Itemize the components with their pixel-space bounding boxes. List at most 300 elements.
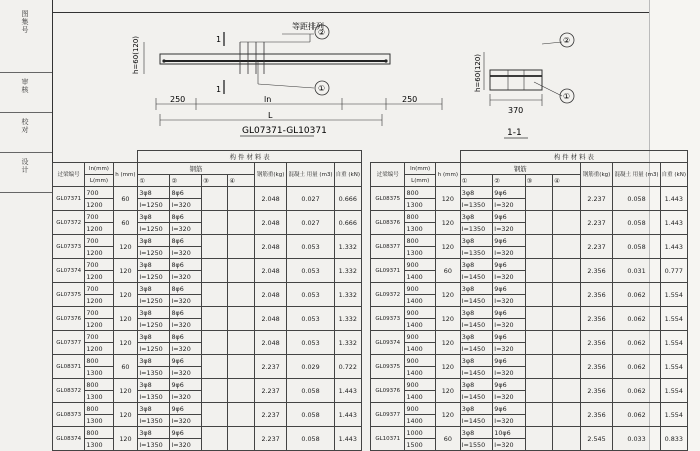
cell-h: 120 xyxy=(113,307,138,331)
section-width-label: 370 xyxy=(508,106,524,115)
rebar-marker-1: ① xyxy=(318,84,326,93)
cell-ln: 800 xyxy=(85,355,113,367)
cell-rebar3 xyxy=(202,427,228,451)
table-group-header: 构 件 材 料 表 xyxy=(138,151,362,163)
cell-ln: 800 xyxy=(405,235,435,247)
sidebar-cell xyxy=(0,0,52,73)
cell-rebar1-length: l=1450 xyxy=(460,415,493,427)
section-mark-bottom: 1 xyxy=(216,85,222,94)
cell-h: 120 xyxy=(113,403,138,427)
cell-rebar1-count: 3φ8 xyxy=(460,187,493,199)
cell-rebar2-count: 8φ6 xyxy=(170,259,202,271)
cell-ln: 800 xyxy=(405,211,435,223)
cell-rebar2-count: 9φ6 xyxy=(170,379,202,391)
table-row xyxy=(371,427,688,439)
table-row xyxy=(53,355,362,367)
cell-rebar4 xyxy=(553,259,581,283)
cell-ln: 800 xyxy=(405,187,435,199)
cell-L: 1200 xyxy=(85,271,113,283)
cell-rebar1-count: 3φ8 xyxy=(138,307,170,319)
table-row xyxy=(371,187,688,199)
cell-self-weight: 1.554 xyxy=(660,403,687,427)
cell-L: 1300 xyxy=(405,199,435,211)
cell-self-weight: 1.332 xyxy=(334,259,361,283)
cell-h: 60 xyxy=(113,355,138,379)
cell-self-weight: 0.833 xyxy=(660,427,687,451)
cell-code: GL07376 xyxy=(53,307,85,331)
col-header-ln: ln(mm) xyxy=(85,163,113,175)
cell-self-weight: 1.443 xyxy=(660,235,687,259)
cell-weight: 2.048 xyxy=(254,211,287,235)
cell-rebar4 xyxy=(553,235,581,259)
cell-concrete: 0.027 xyxy=(287,187,334,211)
cell-rebar4 xyxy=(228,331,254,355)
cell-rebar4 xyxy=(553,187,581,211)
section-title: 1-1 xyxy=(507,128,522,138)
cell-rebar3 xyxy=(525,259,553,283)
cell-rebar1-length: l=1450 xyxy=(460,343,493,355)
cell-rebar2-length: l=320 xyxy=(170,391,202,403)
cell-self-weight: 1.443 xyxy=(660,211,687,235)
cell-rebar2-count: 9φ6 xyxy=(170,427,202,439)
cell-rebar2-length: l=320 xyxy=(493,247,525,259)
table-group-header: 构 件 材 料 表 xyxy=(460,151,687,163)
cell-weight: 2.048 xyxy=(254,283,287,307)
cell-concrete: 0.062 xyxy=(613,307,660,331)
cell-self-weight: 1.554 xyxy=(660,283,687,307)
col-header-r4: ④ xyxy=(553,175,581,187)
cell-weight: 2.048 xyxy=(254,235,287,259)
cell-rebar2-length: l=320 xyxy=(170,367,202,379)
col-header-code: 过梁编号 xyxy=(53,163,85,187)
cell-ln: 1000 xyxy=(405,427,435,439)
cell-rebar2-length: l=320 xyxy=(493,223,525,235)
cell-code: GL08373 xyxy=(53,403,85,427)
cell-rebar1-count: 3φ8 xyxy=(138,283,170,295)
cell-self-weight: 1.332 xyxy=(334,307,361,331)
cell-rebar3 xyxy=(525,427,553,451)
cell-rebar1-length: l=1250 xyxy=(138,343,170,355)
cell-rebar3 xyxy=(202,187,228,211)
cell-concrete: 0.058 xyxy=(613,235,660,259)
table-row xyxy=(371,307,688,319)
cell-concrete: 0.053 xyxy=(287,259,334,283)
cell-L: 1200 xyxy=(85,247,113,259)
table-row xyxy=(371,283,688,295)
table-row xyxy=(371,211,688,223)
cell-ln: 700 xyxy=(85,307,113,319)
cell-code: GL07375 xyxy=(53,283,85,307)
cell-rebar1-length: l=1550 xyxy=(460,439,493,451)
cell-h: 120 xyxy=(435,187,460,211)
cell-L: 1200 xyxy=(85,343,113,355)
table-row xyxy=(371,379,688,391)
cell-rebar4 xyxy=(553,211,581,235)
cell-rebar2-length: l=320 xyxy=(493,295,525,307)
cell-ln: 900 xyxy=(405,307,435,319)
cell-rebar1-count: 3φ8 xyxy=(138,331,170,343)
cell-h: 120 xyxy=(113,235,138,259)
cell-rebar1-length: l=1450 xyxy=(460,367,493,379)
cell-L: 1200 xyxy=(85,295,113,307)
cell-rebar2-length: l=320 xyxy=(170,319,202,331)
cell-rebar2-length: l=320 xyxy=(493,343,525,355)
cell-weight: 2.237 xyxy=(254,379,287,403)
cell-rebar3 xyxy=(525,283,553,307)
table-row xyxy=(53,403,362,415)
cell-concrete: 0.062 xyxy=(613,331,660,355)
cell-rebar2-count: 9φ6 xyxy=(493,211,525,223)
table-row xyxy=(53,235,362,247)
cell-rebar1-count: 3φ8 xyxy=(138,235,170,247)
cell-ln: 900 xyxy=(405,331,435,343)
cell-concrete: 0.033 xyxy=(613,427,660,451)
cell-concrete: 0.062 xyxy=(613,283,660,307)
cell-rebar3 xyxy=(525,187,553,211)
cell-L: 1300 xyxy=(405,223,435,235)
cell-rebar2-count: 9φ6 xyxy=(493,283,525,295)
cell-ln: 700 xyxy=(85,235,113,247)
cell-rebar1-length: l=1250 xyxy=(138,319,170,331)
cell-self-weight: 0.666 xyxy=(334,187,361,211)
cell-concrete: 0.062 xyxy=(613,403,660,427)
col-header-rebar: 钢筋 xyxy=(460,163,580,175)
sidebar-cell xyxy=(0,72,52,113)
cell-ln: 900 xyxy=(405,355,435,367)
cell-rebar4 xyxy=(553,331,581,355)
cell-L: 1300 xyxy=(85,415,113,427)
cell-self-weight: 1.443 xyxy=(334,403,361,427)
cell-ln: 700 xyxy=(85,259,113,271)
table-row xyxy=(371,331,688,343)
cell-rebar3 xyxy=(202,355,228,379)
cell-weight: 2.356 xyxy=(580,307,613,331)
cell-rebar4 xyxy=(228,211,254,235)
cell-rebar1-count: 3φ8 xyxy=(460,211,493,223)
table-row xyxy=(371,259,688,271)
cell-rebar1-count: 3φ8 xyxy=(460,307,493,319)
cell-rebar2-length: l=320 xyxy=(493,367,525,379)
cell-rebar4 xyxy=(553,379,581,403)
cell-rebar3 xyxy=(202,403,228,427)
dim-clear-span: ln xyxy=(264,95,272,104)
cell-h: 120 xyxy=(435,403,460,427)
cell-ln: 800 xyxy=(85,403,113,415)
cell-code: GL09371 xyxy=(371,259,405,283)
cell-concrete: 0.058 xyxy=(613,211,660,235)
col-header-h: h (mm) xyxy=(113,163,138,187)
cell-rebar4 xyxy=(228,427,254,451)
table-row xyxy=(371,235,688,247)
col-header-r1: ① xyxy=(138,175,170,187)
cell-weight: 2.048 xyxy=(254,307,287,331)
cell-rebar4 xyxy=(553,283,581,307)
sidebar-label: 图集号 xyxy=(21,10,29,34)
cell-rebar2-length: l=320 xyxy=(493,199,525,211)
cell-ln: 700 xyxy=(85,211,113,223)
cell-code: GL09372 xyxy=(371,283,405,307)
cell-code: GL08372 xyxy=(53,379,85,403)
cell-rebar1-length: l=1450 xyxy=(460,271,493,283)
cell-rebar2-length: l=320 xyxy=(170,343,202,355)
cell-rebar1-count: 3φ8 xyxy=(460,427,493,439)
cell-code: GL07372 xyxy=(53,211,85,235)
rebar-marker-2: ② xyxy=(318,28,326,37)
cell-self-weight: 1.443 xyxy=(334,427,361,451)
cell-weight: 2.237 xyxy=(254,355,287,379)
col-header-rebar: 钢筋 xyxy=(138,163,254,175)
col-header-self-weight: 自重 (kN) xyxy=(660,163,687,187)
cell-concrete: 0.053 xyxy=(287,283,334,307)
cell-rebar1-count: 3φ8 xyxy=(460,355,493,367)
cell-rebar1-length: l=1350 xyxy=(460,223,493,235)
cell-code: GL09377 xyxy=(371,403,405,427)
cell-rebar3 xyxy=(202,283,228,307)
cell-self-weight: 0.777 xyxy=(660,259,687,283)
cell-code: GL09376 xyxy=(371,379,405,403)
cell-rebar1-count: 3φ8 xyxy=(138,259,170,271)
cell-rebar2-length: l=320 xyxy=(493,271,525,283)
cell-rebar1-count: 3φ8 xyxy=(138,403,170,415)
cell-ln: 900 xyxy=(405,403,435,415)
cell-rebar4 xyxy=(228,403,254,427)
cell-weight: 2.356 xyxy=(580,379,613,403)
cell-rebar4 xyxy=(553,427,581,451)
section-marker-1: ① xyxy=(563,92,571,101)
cell-ln: 900 xyxy=(405,283,435,295)
cell-L: 1200 xyxy=(85,199,113,211)
cell-L: 1300 xyxy=(85,391,113,403)
cell-ln: 700 xyxy=(85,187,113,199)
cell-L: 1400 xyxy=(405,391,435,403)
cell-code: GL08374 xyxy=(53,427,85,451)
cell-rebar4 xyxy=(228,379,254,403)
cell-ln: 800 xyxy=(85,379,113,391)
material-table-right xyxy=(370,150,688,451)
cell-L: 1200 xyxy=(85,223,113,235)
cell-rebar1-length: l=1350 xyxy=(138,367,170,379)
cell-code: GL07377 xyxy=(53,331,85,355)
cell-L: 1300 xyxy=(405,247,435,259)
cell-code: GL07373 xyxy=(53,235,85,259)
cell-concrete: 0.058 xyxy=(287,427,334,451)
cell-h: 120 xyxy=(113,283,138,307)
cell-code: GL09373 xyxy=(371,307,405,331)
cell-rebar4 xyxy=(228,283,254,307)
cell-self-weight: 1.332 xyxy=(334,283,361,307)
table-row xyxy=(53,331,362,343)
cell-self-weight: 1.443 xyxy=(334,379,361,403)
cell-ln: 800 xyxy=(85,427,113,439)
table-row xyxy=(53,283,362,295)
cell-weight: 2.545 xyxy=(580,427,613,451)
cell-rebar2-length: l=320 xyxy=(493,391,525,403)
dim-total: L xyxy=(268,111,273,120)
beam-drawing xyxy=(52,12,650,150)
cell-L: 1400 xyxy=(405,319,435,331)
cell-self-weight: 1.332 xyxy=(334,235,361,259)
cell-rebar1-count: 3φ8 xyxy=(138,379,170,391)
cell-code: GL09374 xyxy=(371,331,405,355)
cell-rebar2-count: 9φ6 xyxy=(493,403,525,415)
cell-rebar1-count: 3φ8 xyxy=(460,235,493,247)
dim-right: 250 xyxy=(402,95,418,104)
cell-rebar1-length: l=1250 xyxy=(138,247,170,259)
beam-elevation xyxy=(144,25,442,136)
table-row xyxy=(53,259,362,271)
cell-h: 120 xyxy=(113,379,138,403)
cell-L: 1400 xyxy=(405,367,435,379)
cell-self-weight: 0.666 xyxy=(334,211,361,235)
cell-rebar2-count: 10φ6 xyxy=(493,427,525,439)
cell-rebar2-length: l=320 xyxy=(170,223,202,235)
cell-rebar2-count: 9φ6 xyxy=(493,307,525,319)
cell-weight: 2.048 xyxy=(254,331,287,355)
cell-rebar1-count: 3φ8 xyxy=(138,355,170,367)
cell-rebar3 xyxy=(202,235,228,259)
col-header-h: h (mm) xyxy=(435,163,460,187)
cell-weight: 2.356 xyxy=(580,283,613,307)
table-row xyxy=(53,187,362,199)
cell-rebar3 xyxy=(202,211,228,235)
col-header-weight: 钢筋重(kg) xyxy=(580,163,613,187)
col-header-concrete: 混凝土 用量 (m3) xyxy=(613,163,660,187)
cell-h: 120 xyxy=(435,355,460,379)
cell-weight: 2.048 xyxy=(254,187,287,211)
cell-rebar3 xyxy=(525,235,553,259)
sidebar-cell xyxy=(0,112,52,153)
cell-rebar2-count: 9φ6 xyxy=(493,259,525,271)
cell-concrete: 0.031 xyxy=(613,259,660,283)
cell-code: GL07374 xyxy=(53,259,85,283)
cell-rebar1-length: l=1350 xyxy=(138,415,170,427)
cell-self-weight: 1.554 xyxy=(660,331,687,355)
cell-rebar1-count: 3φ8 xyxy=(460,403,493,415)
cell-self-weight: 1.554 xyxy=(660,379,687,403)
cell-rebar2-count: 8φ6 xyxy=(170,211,202,223)
table-row xyxy=(371,403,688,415)
cell-rebar3 xyxy=(202,259,228,283)
cell-L: 1300 xyxy=(85,439,113,451)
cell-self-weight: 1.443 xyxy=(660,187,687,211)
section-marker-2: ② xyxy=(563,36,571,45)
cell-L: 1500 xyxy=(405,439,435,451)
cell-rebar2-count: 8φ6 xyxy=(170,331,202,343)
cell-rebar2-length: l=320 xyxy=(170,415,202,427)
cell-rebar2-length: l=320 xyxy=(493,415,525,427)
cell-concrete: 0.053 xyxy=(287,235,334,259)
sidebar-label: 校对 xyxy=(21,118,29,134)
cell-self-weight: 0.722 xyxy=(334,355,361,379)
cell-rebar2-count: 9φ6 xyxy=(493,331,525,343)
cell-rebar4 xyxy=(553,355,581,379)
cell-rebar2-count: 9φ6 xyxy=(170,355,202,367)
cell-weight: 2.237 xyxy=(580,211,613,235)
cell-concrete: 0.062 xyxy=(613,379,660,403)
cell-h: 120 xyxy=(435,235,460,259)
cell-rebar3 xyxy=(525,403,553,427)
cell-rebar2-count: 9φ6 xyxy=(493,187,525,199)
cell-ln: 700 xyxy=(85,283,113,295)
cell-rebar1-length: l=1250 xyxy=(138,223,170,235)
cell-h: 120 xyxy=(113,427,138,451)
cell-weight: 2.356 xyxy=(580,355,613,379)
col-header-L: L(mm) xyxy=(405,175,435,187)
cell-L: 1400 xyxy=(405,343,435,355)
cell-rebar3 xyxy=(525,211,553,235)
col-header-weight: 钢筋重(kg) xyxy=(254,163,287,187)
cell-concrete: 0.058 xyxy=(287,379,334,403)
col-header-r2: ② xyxy=(170,175,202,187)
cell-rebar2-count: 8φ6 xyxy=(170,235,202,247)
cell-h: 120 xyxy=(113,331,138,355)
cell-rebar2-length: l=320 xyxy=(170,295,202,307)
cell-rebar2-length: l=320 xyxy=(170,199,202,211)
cell-rebar3 xyxy=(525,355,553,379)
title-block-strip xyxy=(0,0,53,451)
cell-rebar3 xyxy=(202,307,228,331)
cell-ln: 900 xyxy=(405,259,435,271)
col-header-L: L(mm) xyxy=(85,175,113,187)
cell-rebar2-count: 8φ6 xyxy=(170,187,202,199)
section-mark-top: 1 xyxy=(216,35,222,44)
col-header-r2: ② xyxy=(493,175,525,187)
col-header-r3: ③ xyxy=(525,175,553,187)
cell-weight: 2.237 xyxy=(254,427,287,451)
cell-h: 120 xyxy=(435,331,460,355)
cell-rebar2-count: 9φ6 xyxy=(170,403,202,415)
cell-rebar3 xyxy=(202,379,228,403)
cell-rebar3 xyxy=(525,331,553,355)
cell-h: 120 xyxy=(113,259,138,283)
cell-rebar1-count: 3φ8 xyxy=(460,379,493,391)
cell-rebar1-length: l=1350 xyxy=(138,439,170,451)
cell-concrete: 0.029 xyxy=(287,355,334,379)
cell-rebar4 xyxy=(228,259,254,283)
cell-h: 60 xyxy=(113,187,138,211)
cell-rebar1-count: 3φ8 xyxy=(138,211,170,223)
table-row xyxy=(53,379,362,391)
cell-h: 120 xyxy=(435,211,460,235)
cell-rebar1-length: l=1350 xyxy=(138,391,170,403)
cell-code: GL08371 xyxy=(53,355,85,379)
cell-rebar4 xyxy=(228,187,254,211)
cell-rebar2-count: 8φ6 xyxy=(170,283,202,295)
cell-h: 120 xyxy=(435,307,460,331)
material-table-left xyxy=(52,150,362,451)
cell-weight: 2.356 xyxy=(580,403,613,427)
cell-rebar2-count: 8φ6 xyxy=(170,307,202,319)
cell-rebar3 xyxy=(525,307,553,331)
cell-rebar4 xyxy=(228,307,254,331)
cell-weight: 2.237 xyxy=(254,403,287,427)
cell-rebar1-length: l=1350 xyxy=(460,247,493,259)
cell-L: 1400 xyxy=(405,295,435,307)
cell-concrete: 0.058 xyxy=(287,403,334,427)
cell-self-weight: 1.554 xyxy=(660,307,687,331)
cell-rebar4 xyxy=(553,307,581,331)
cell-code: GL08377 xyxy=(371,235,405,259)
cell-weight: 2.237 xyxy=(580,235,613,259)
cell-rebar2-count: 9φ6 xyxy=(493,355,525,367)
drawing-title: GL07371-GL10371 xyxy=(242,126,327,136)
cell-code: GL08375 xyxy=(371,187,405,211)
cell-code: GL07371 xyxy=(53,187,85,211)
cell-h: 60 xyxy=(435,259,460,283)
sidebar-label: 审核 xyxy=(21,78,29,94)
cell-code: GL09375 xyxy=(371,355,405,379)
cell-h: 60 xyxy=(435,427,460,451)
